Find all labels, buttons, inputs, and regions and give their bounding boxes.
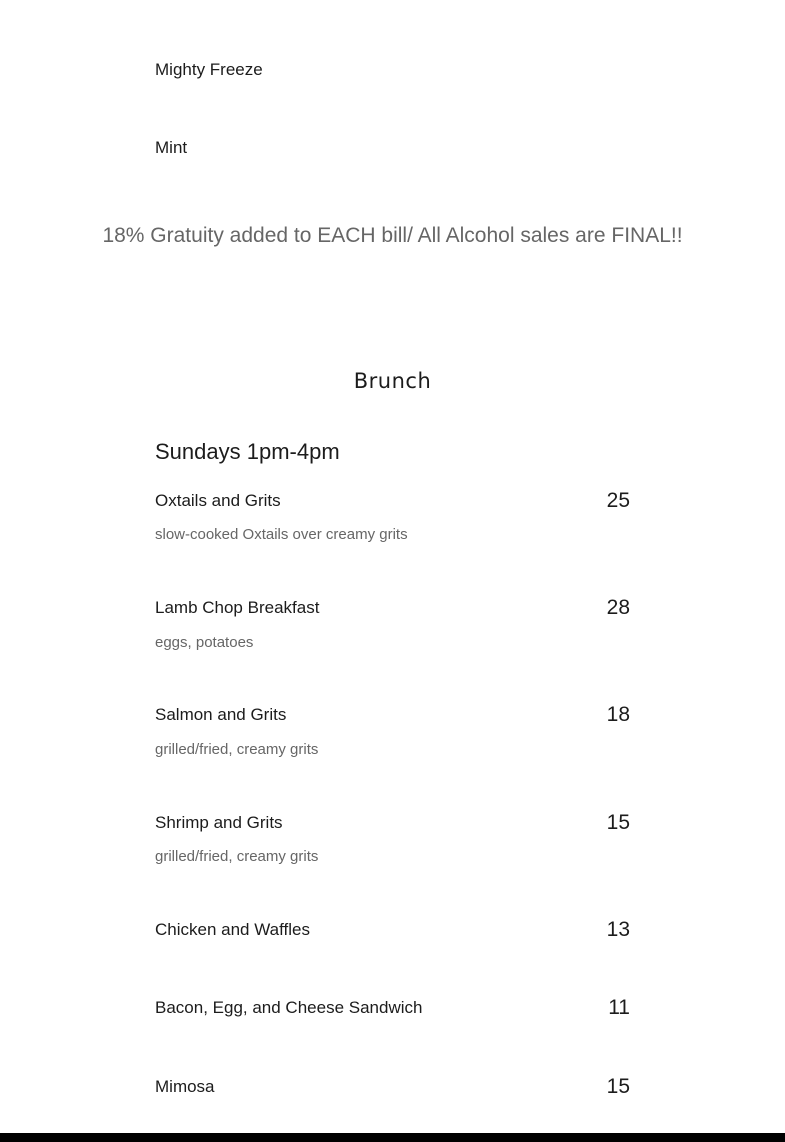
menu-item-name: Bacon, Egg, and Cheese Sandwich — [155, 998, 423, 1017]
menu-item-description: grilled/fried, creamy grits — [155, 741, 319, 758]
menu-item-name: Mighty Freeze — [155, 60, 263, 79]
section-subtitle: Sundays 1pm-4pm — [155, 439, 340, 464]
menu-item-name: Oxtails and Grits — [155, 491, 281, 510]
menu-item-name: Lamb Chop Breakfast — [155, 598, 320, 617]
menu-item-name: Chicken and Waffles — [155, 920, 310, 939]
menu-item-price: 18 — [606, 703, 630, 726]
menu-item-price: 25 — [606, 489, 630, 512]
menu-item-name: Mint — [155, 138, 188, 157]
menu-item-price: 15 — [606, 811, 630, 834]
footer-bar — [0, 1133, 785, 1142]
menu-item-description: eggs, potatoes — [155, 634, 254, 651]
menu-item-description: slow-cooked Oxtails over creamy grits — [155, 526, 408, 543]
menu-item-price: 28 — [606, 596, 630, 619]
menu-item-description: grilled/fried, creamy grits — [155, 848, 319, 865]
section-title-brunch: Brunch — [353, 369, 432, 393]
menu-item-name: Mimosa — [155, 1077, 215, 1096]
menu-item-name: Salmon and Grits — [155, 705, 287, 724]
menu-item-price: 13 — [606, 918, 630, 941]
gratuity-note: 18% Gratuity added to EACH bill/ All Alcohol sales are FINAL!! — [102, 224, 683, 247]
menu-item-price: 11 — [608, 996, 630, 1019]
menu-item-price: 15 — [606, 1075, 630, 1098]
menu-item-name: Shrimp and Grits — [155, 813, 283, 832]
